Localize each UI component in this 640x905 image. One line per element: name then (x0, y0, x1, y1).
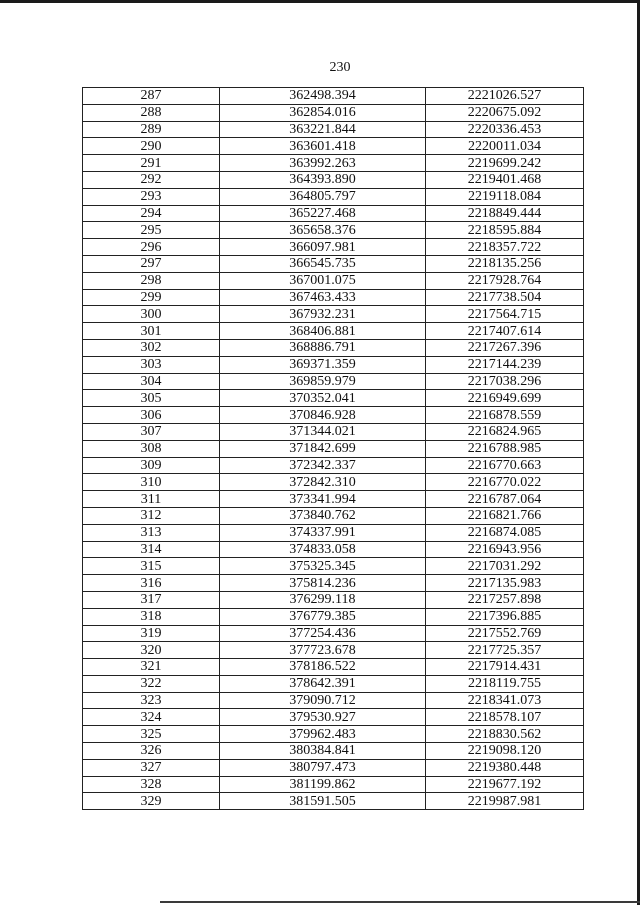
y-coordinate-cell: 2218595.884 (426, 222, 584, 239)
x-coordinate-cell: 363601.418 (220, 138, 426, 155)
y-coordinate-cell: 2217144.239 (426, 356, 584, 373)
y-coordinate-cell: 2218357.722 (426, 239, 584, 256)
table-row (83, 407, 584, 424)
table-row (83, 323, 584, 340)
x-coordinate-cell: 375814.236 (220, 575, 426, 592)
y-coordinate-cell: 2217135.983 (426, 575, 584, 592)
y-coordinate-cell: 2220675.092 (426, 104, 584, 121)
x-coordinate-cell: 375325.345 (220, 558, 426, 575)
y-coordinate-cell: 2217552.769 (426, 625, 584, 642)
x-coordinate-cell: 368406.881 (220, 323, 426, 340)
point-number-cell: 315 (83, 558, 220, 575)
table-row (83, 558, 584, 575)
table-row (83, 423, 584, 440)
point-number-cell: 328 (83, 776, 220, 793)
table-row (83, 121, 584, 138)
x-coordinate-cell: 379530.927 (220, 709, 426, 726)
point-number-cell: 322 (83, 675, 220, 692)
table-row (83, 541, 584, 558)
point-number-cell: 324 (83, 709, 220, 726)
x-coordinate-cell: 363221.844 (220, 121, 426, 138)
point-number-cell: 320 (83, 642, 220, 659)
point-number-cell: 316 (83, 575, 220, 592)
table-row (83, 289, 584, 306)
x-coordinate-cell: 369371.359 (220, 356, 426, 373)
point-number-cell: 307 (83, 423, 220, 440)
y-coordinate-cell: 2218578.107 (426, 709, 584, 726)
point-number-cell: 303 (83, 356, 220, 373)
x-coordinate-cell: 365227.468 (220, 205, 426, 222)
table-row (83, 373, 584, 390)
table-row (83, 171, 584, 188)
x-coordinate-cell: 368886.791 (220, 339, 426, 356)
point-number-cell: 299 (83, 289, 220, 306)
table-row (83, 155, 584, 172)
table-row (83, 759, 584, 776)
coordinates-table-body (83, 88, 584, 810)
x-coordinate-cell: 374337.991 (220, 524, 426, 541)
y-coordinate-cell: 2219699.242 (426, 155, 584, 172)
y-coordinate-cell: 2218119.755 (426, 675, 584, 692)
x-coordinate-cell: 370846.928 (220, 407, 426, 424)
table-row (83, 507, 584, 524)
y-coordinate-cell: 2219677.192 (426, 776, 584, 793)
x-coordinate-cell: 378186.522 (220, 659, 426, 676)
x-coordinate-cell: 377723.678 (220, 642, 426, 659)
x-coordinate-cell: 380797.473 (220, 759, 426, 776)
point-number-cell: 326 (83, 743, 220, 760)
table-row (83, 88, 584, 105)
point-number-cell: 306 (83, 407, 220, 424)
table-row (83, 591, 584, 608)
y-coordinate-cell: 2217407.614 (426, 323, 584, 340)
y-coordinate-cell: 2216821.766 (426, 507, 584, 524)
y-coordinate-cell: 2217267.396 (426, 339, 584, 356)
x-coordinate-cell: 367463.433 (220, 289, 426, 306)
point-number-cell: 294 (83, 205, 220, 222)
point-number-cell: 291 (83, 155, 220, 172)
y-coordinate-cell: 2218830.562 (426, 726, 584, 743)
point-number-cell: 302 (83, 339, 220, 356)
y-coordinate-cell: 2216770.663 (426, 457, 584, 474)
x-coordinate-cell: 362498.394 (220, 88, 426, 105)
point-number-cell: 287 (83, 88, 220, 105)
table-row (83, 793, 584, 810)
y-coordinate-cell: 2219098.120 (426, 743, 584, 760)
y-coordinate-cell: 2217725.357 (426, 642, 584, 659)
y-coordinate-cell: 2218135.256 (426, 255, 584, 272)
y-coordinate-cell: 2221026.527 (426, 88, 584, 105)
y-coordinate-cell: 2217564.715 (426, 306, 584, 323)
page-number: 230 (329, 60, 351, 75)
y-coordinate-cell: 2218849.444 (426, 205, 584, 222)
point-number-cell: 314 (83, 541, 220, 558)
x-coordinate-cell: 362854.016 (220, 104, 426, 121)
y-coordinate-cell: 2219380.448 (426, 759, 584, 776)
table-row (83, 222, 584, 239)
y-coordinate-cell: 2217038.296 (426, 373, 584, 390)
point-number-cell: 301 (83, 323, 220, 340)
y-coordinate-cell: 2219401.468 (426, 171, 584, 188)
point-number-cell: 295 (83, 222, 220, 239)
point-number-cell: 309 (83, 457, 220, 474)
x-coordinate-cell: 379090.712 (220, 692, 426, 709)
point-number-cell: 317 (83, 591, 220, 608)
table-row (83, 642, 584, 659)
table-row (83, 255, 584, 272)
table-row (83, 339, 584, 356)
table-row (83, 709, 584, 726)
point-number-cell: 312 (83, 507, 220, 524)
y-coordinate-cell: 2216788.985 (426, 440, 584, 457)
x-coordinate-cell: 369859.979 (220, 373, 426, 390)
x-coordinate-cell: 381199.862 (220, 776, 426, 793)
table-row (83, 524, 584, 541)
point-number-cell: 310 (83, 474, 220, 491)
x-coordinate-cell: 371842.699 (220, 440, 426, 457)
table-row (83, 625, 584, 642)
table-row (83, 457, 584, 474)
point-number-cell: 297 (83, 255, 220, 272)
page-border-top (0, 0, 640, 3)
x-coordinate-cell: 373341.994 (220, 491, 426, 508)
x-coordinate-cell: 381591.505 (220, 793, 426, 810)
coordinates-table (82, 87, 584, 810)
x-coordinate-cell: 367932.231 (220, 306, 426, 323)
point-number-cell: 325 (83, 726, 220, 743)
point-number-cell: 329 (83, 793, 220, 810)
table-row (83, 608, 584, 625)
table-row (83, 306, 584, 323)
point-number-cell: 305 (83, 390, 220, 407)
point-number-cell: 296 (83, 239, 220, 256)
table-row (83, 138, 584, 155)
table-row (83, 205, 584, 222)
x-coordinate-cell: 372342.337 (220, 457, 426, 474)
table-row (83, 675, 584, 692)
point-number-cell: 318 (83, 608, 220, 625)
x-coordinate-cell: 376299.118 (220, 591, 426, 608)
point-number-cell: 319 (83, 625, 220, 642)
y-coordinate-cell: 2217257.898 (426, 591, 584, 608)
x-coordinate-cell: 364805.797 (220, 188, 426, 205)
page-border-bottom (160, 901, 640, 903)
y-coordinate-cell: 2217914.431 (426, 659, 584, 676)
point-number-cell: 300 (83, 306, 220, 323)
x-coordinate-cell: 370352.041 (220, 390, 426, 407)
table-row (83, 390, 584, 407)
table-row (83, 692, 584, 709)
x-coordinate-cell: 378642.391 (220, 675, 426, 692)
y-coordinate-cell: 2219118.084 (426, 188, 584, 205)
x-coordinate-cell: 366545.735 (220, 255, 426, 272)
x-coordinate-cell: 374833.058 (220, 541, 426, 558)
x-coordinate-cell: 371344.021 (220, 423, 426, 440)
x-coordinate-cell: 364393.890 (220, 171, 426, 188)
x-coordinate-cell: 379962.483 (220, 726, 426, 743)
y-coordinate-cell: 2217738.504 (426, 289, 584, 306)
x-coordinate-cell: 363992.263 (220, 155, 426, 172)
y-coordinate-cell: 2220011.034 (426, 138, 584, 155)
table-row (83, 272, 584, 289)
table-row (83, 188, 584, 205)
point-number-cell: 293 (83, 188, 220, 205)
y-coordinate-cell: 2219987.981 (426, 793, 584, 810)
point-number-cell: 292 (83, 171, 220, 188)
x-coordinate-cell: 365658.376 (220, 222, 426, 239)
y-coordinate-cell: 2217928.764 (426, 272, 584, 289)
point-number-cell: 289 (83, 121, 220, 138)
point-number-cell: 327 (83, 759, 220, 776)
point-number-cell: 321 (83, 659, 220, 676)
y-coordinate-cell: 2220336.453 (426, 121, 584, 138)
table-row (83, 491, 584, 508)
point-number-cell: 313 (83, 524, 220, 541)
y-coordinate-cell: 2216949.699 (426, 390, 584, 407)
table-row (83, 474, 584, 491)
y-coordinate-cell: 2216770.022 (426, 474, 584, 491)
point-number-cell: 304 (83, 373, 220, 390)
table-row (83, 104, 584, 121)
y-coordinate-cell: 2216787.064 (426, 491, 584, 508)
table-row (83, 239, 584, 256)
y-coordinate-cell: 2216878.559 (426, 407, 584, 424)
point-number-cell: 323 (83, 692, 220, 709)
x-coordinate-cell: 367001.075 (220, 272, 426, 289)
table-row (83, 776, 584, 793)
point-number-cell: 308 (83, 440, 220, 457)
point-number-cell: 311 (83, 491, 220, 508)
point-number-cell: 288 (83, 104, 220, 121)
x-coordinate-cell: 377254.436 (220, 625, 426, 642)
table-row (83, 743, 584, 760)
y-coordinate-cell: 2216943.956 (426, 541, 584, 558)
y-coordinate-cell: 2216824.965 (426, 423, 584, 440)
point-number-cell: 298 (83, 272, 220, 289)
point-number-cell: 290 (83, 138, 220, 155)
table-row (83, 440, 584, 457)
y-coordinate-cell: 2217031.292 (426, 558, 584, 575)
table-row (83, 575, 584, 592)
x-coordinate-cell: 380384.841 (220, 743, 426, 760)
y-coordinate-cell: 2218341.073 (426, 692, 584, 709)
y-coordinate-cell: 2217396.885 (426, 608, 584, 625)
x-coordinate-cell: 376779.385 (220, 608, 426, 625)
x-coordinate-cell: 372842.310 (220, 474, 426, 491)
table-row (83, 356, 584, 373)
table-row (83, 726, 584, 743)
x-coordinate-cell: 366097.981 (220, 239, 426, 256)
table-row (83, 659, 584, 676)
y-coordinate-cell: 2216874.085 (426, 524, 584, 541)
x-coordinate-cell: 373840.762 (220, 507, 426, 524)
